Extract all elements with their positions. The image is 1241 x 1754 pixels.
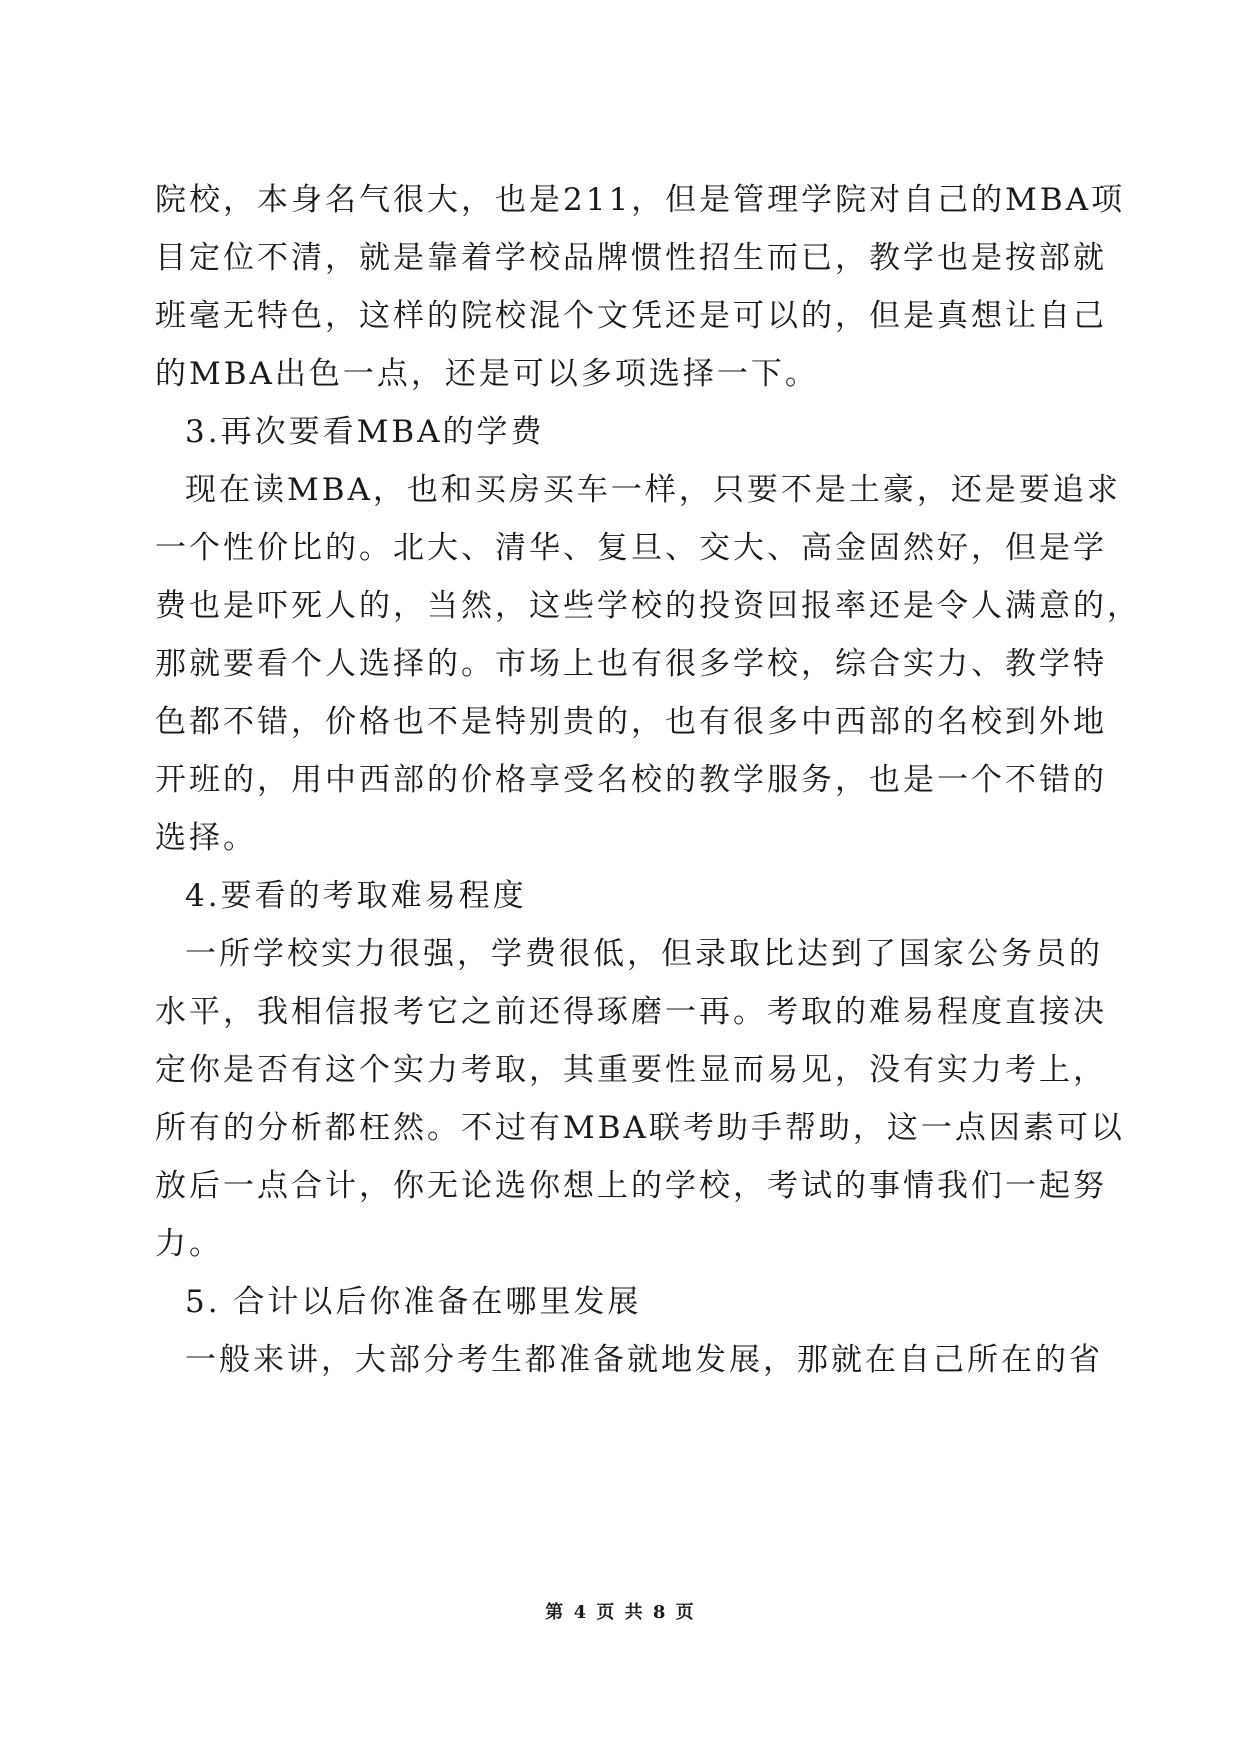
paragraph-line: 一个性价比的。北大、清华、复旦、交大、高金固然好，但是学 — [155, 530, 1107, 566]
paragraph-line: 开班的，用中西部的价格享受名校的教学服务，也是一个不错的 — [155, 762, 1107, 798]
paragraph-line: 费也是吓死人的，当然，这些学校的投资回报率还是令人满意的， — [155, 588, 1141, 624]
paragraph-line: 院校，本身名气很大，也是211，但是管理学院对自己的MBA项 — [155, 182, 1126, 218]
section-heading-4: 4.要看的考取难易程度 — [185, 878, 527, 914]
paragraph-line: 的MBA出色一点，还是可以多项选择一下。 — [155, 356, 819, 392]
paragraph-line: 力。 — [155, 1226, 223, 1262]
paragraph-line: 班毫无特色，这样的院校混个文凭还是可以的，但是真想让自己 — [155, 298, 1107, 334]
paragraph-line: 所有的分析都枉然。不过有MBA联考助手帮助，这一点因素可以 — [155, 1110, 1125, 1146]
paragraph-line: 色都不错，价格也不是特别贵的，也有很多中西部的名校到外地 — [155, 704, 1107, 740]
paragraph-line: 那就要看个人选择的。市场上也有很多学校，综合实力、教学特 — [155, 646, 1107, 682]
paragraph-line: 现在读MBA，也和买房买车一样，只要不是土豪，还是要追求 — [185, 472, 1121, 508]
paragraph-line: 定你是否有这个实力考取，其重要性显而易见，没有实力考上， — [155, 1052, 1107, 1088]
paragraph-line: 选择。 — [155, 820, 257, 856]
paragraph-line: 目定位不清，就是靠着学校品牌惯性招生而已，教学也是按部就 — [155, 240, 1107, 276]
page-number-footer: 第 4 页 共 8 页 — [545, 1602, 696, 1623]
section-heading-3: 3.再次要看MBA的学费 — [185, 414, 545, 450]
section-heading-5: 5. 合计以后你准备在哪里发展 — [185, 1284, 642, 1320]
paragraph-line: 一所学校实力很强，学费很低，但录取比达到了国家公务员的 — [185, 936, 1103, 972]
paragraph-line: 放后一点合计，你无论选你想上的学校，考试的事情我们一起努 — [155, 1168, 1107, 1204]
paragraph-line: 一般来讲，大部分考生都准备就地发展，那就在自己所在的省 — [185, 1342, 1103, 1378]
paragraph-line: 水平，我相信报考它之前还得琢磨一再。考取的难易程度直接决 — [155, 994, 1107, 1030]
